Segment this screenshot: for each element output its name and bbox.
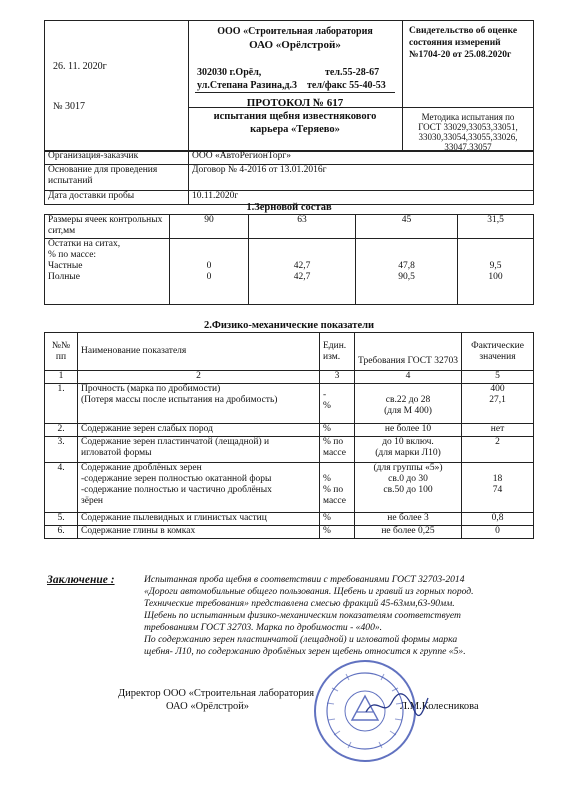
table-row (45, 384, 534, 424)
conclusion-line: щебня- Л10, по содержанию дроблёных зерен щебень относится к группе «5». (144, 646, 466, 657)
method-line2: ГОСТ 33029,33053,33051, (418, 122, 518, 132)
row-fact-line: нет (462, 424, 534, 437)
lab-address: 302030 г.Орёл, (197, 67, 262, 78)
method-line1: Методика испытания по (421, 112, 515, 122)
col-number-5: 5 (462, 371, 534, 384)
signature-title-line1: Директор ООО «Строительная лаборатория (118, 688, 315, 699)
row-unit-line: массе (323, 496, 346, 506)
col-header-unit: Един. изм. (320, 333, 355, 371)
grain-table (44, 214, 534, 305)
col-number-2: 2 (78, 371, 320, 384)
sieve-size-63: 63 (249, 215, 356, 239)
row-num: 2. (45, 424, 78, 437)
lab-name-line1: ООО «Строительная лаборатория (217, 26, 373, 37)
conclusion-line: Испытанная проба щебня в соответствии с требованиями ГОСТ 32703-2014 (144, 574, 465, 585)
protocol-registration-number: № 3017 (53, 101, 86, 112)
col-number-1: 1 (45, 371, 78, 384)
full-31-5: 100 (488, 272, 503, 282)
row-fact-line: 2 (462, 437, 534, 463)
certificate-line1: Свидетельство об оценке (409, 26, 518, 36)
row-unit-line: % (323, 401, 331, 411)
signature-scribble (362, 690, 432, 720)
conclusion-line: Щебень по испытанным физико-механическим показателям соответствует (144, 610, 461, 621)
row-req-line: св.0 до 30 (388, 474, 428, 484)
lab-phone: тел.55-28-67 (325, 67, 380, 78)
full-label: Полные (48, 272, 80, 282)
row-unit-line: % (323, 474, 331, 484)
sieve-size-90: 90 (170, 215, 249, 239)
col-number-4: 4 (355, 371, 462, 384)
row-num: 5. (45, 513, 78, 526)
row-req-line (358, 384, 458, 395)
residue-label-line1: Остатки на ситах, (48, 239, 121, 249)
signatory-name: Л.М.Колесникова (400, 701, 479, 712)
sieve-size-31-5: 31,5 (458, 215, 534, 239)
row-num: 1. (45, 384, 78, 424)
info-table (44, 150, 534, 205)
full-90: 0 (206, 272, 212, 282)
partial-label: Частные (48, 261, 83, 271)
certificate-line3: №1704-20 от 25.08.2020г (409, 50, 512, 60)
row-name-line: Содержание дроблёных зерен (81, 463, 202, 473)
row-unit-line: % (320, 424, 355, 437)
table-row (45, 437, 534, 463)
header-box (44, 20, 534, 152)
conclusion-line: По содержанию зерен пластинчатой (лещадной) и игловатой формы марка (144, 634, 458, 645)
sieve-size-label: Размеры ячеек контрольных сит,мм (45, 215, 170, 239)
col-header-req: Требования ГОСТ 32703 (355, 333, 462, 371)
row-num: 3. (45, 437, 78, 463)
row-name-line: -содержание полностью и частично дроблёных (81, 485, 272, 495)
protocol-subtitle-line1: испытания щебня известнякового (213, 111, 377, 122)
col-number-3: 3 (320, 371, 355, 384)
delivery-date-label: Дата доставки пробы (45, 191, 189, 205)
row-fact-line: 74 (492, 485, 503, 495)
grain-section-title: 1.Зерновой состав (246, 202, 332, 213)
partial-31-5: 9,5 (489, 261, 502, 271)
row-name-line: Содержание глины в комках (78, 526, 320, 539)
partial-63: 42,7 (293, 261, 311, 271)
protocol-title: ПРОТОКОЛ № 617 (246, 97, 344, 109)
conclusion-label: Заключение : (47, 574, 115, 586)
col-header-num: №№ пп (45, 333, 78, 371)
conclusion-line: требованиям ГОСТ 32703. Марка по дробимости - «400». (144, 622, 383, 633)
certificate-line2: состояния измерений (409, 38, 501, 48)
row-name-line: Прочность (марка по дробимости) (81, 384, 221, 394)
lab-street: ул.Степана Разина,д.3 (197, 80, 298, 91)
signature-title-line2: ОАО «Орёлстрой» (166, 701, 250, 712)
row-fact-line: 18 (492, 474, 503, 484)
table-row (45, 424, 534, 437)
row-req-line: до 10 включ. (382, 437, 434, 447)
row-fact-line (465, 463, 530, 474)
customer-label: Организация-заказчик (45, 151, 189, 165)
partial-45: 47,8 (398, 261, 415, 271)
conclusion-text (144, 574, 544, 658)
row-req-line: св.22 до 28 (385, 395, 431, 405)
conclusion-line: «Дороги автомобильные общего пользования. Щебень и гравий из горных пород. (144, 586, 474, 597)
row-fact-line: 0,8 (462, 513, 534, 526)
row-name-line: Содержание зерен пластинчатой (лещадной) и (81, 437, 270, 447)
phys-table (44, 332, 534, 539)
basis-value: Договор № 4-2016 от 13.01.2016г (189, 165, 534, 191)
row-fact-line: 27,1 (489, 395, 506, 405)
row-name-line: зёрен (81, 496, 104, 506)
method-line4: 33047,33057 (444, 142, 492, 152)
row-unit-line: - (323, 390, 327, 400)
row-name-line: -содержание зерен полностью окатанной форы (81, 474, 272, 484)
method-line3: 33030,33054,33055,33026, (418, 132, 518, 142)
phys-section-title: 2.Физико-механические показатели (203, 320, 375, 331)
partial-90: 0 (206, 261, 212, 271)
row-name-line: игловатой формы (81, 448, 152, 458)
row-req-line: (для М 400) (384, 406, 432, 416)
lab-name-line2: ОАО «Орёлстрой» (249, 39, 341, 51)
protocol-subtitle-line2: карьера «Теряево» (250, 124, 340, 135)
row-req-line: (для марки Л10) (375, 448, 441, 458)
row-unit-line (323, 463, 351, 474)
customer-value: ООО «АвтоРегионТорг» (189, 151, 534, 165)
row-fact-line: 400 (490, 384, 505, 394)
table-row (45, 463, 534, 513)
delivery-date-value: 10.11.2020г (189, 191, 534, 205)
row-name-line: (Потеря массы после испытания на дробимость) (81, 395, 278, 405)
row-unit-line: массе (323, 448, 346, 458)
table-row (45, 526, 534, 539)
col-header-fact: Фактические значения (462, 333, 534, 371)
row-name-line: Содержание пылевидных и глинистых частиц (78, 513, 320, 526)
row-num: 6. (45, 526, 78, 539)
row-req-line: св.50 до 100 (383, 485, 433, 495)
row-req-line: (для группы «5») (373, 463, 443, 473)
row-name-line: Содержание зерен слабых пород (78, 424, 320, 437)
sieve-size-45: 45 (356, 215, 458, 239)
basis-label: Основание для проведения испытаний (45, 165, 189, 191)
row-unit-line: % по (323, 437, 344, 447)
row-unit-line: % по (323, 485, 344, 495)
row-unit-line: % (320, 513, 355, 526)
row-unit-line: % (320, 526, 355, 539)
table-row (45, 513, 534, 526)
row-req-line: не более 10 (355, 424, 462, 437)
row-fact-line: 0 (462, 526, 534, 539)
lab-fax: тел/факс 55-40-53 (307, 80, 386, 91)
residue-label-line2: % по массе: (48, 250, 97, 260)
col-header-name: Наименование показателя (78, 333, 320, 371)
row-req-line: не более 0,25 (355, 526, 462, 539)
row-req-line: не более 3 (355, 513, 462, 526)
full-63: 42,7 (293, 272, 311, 282)
full-45: 90,5 (398, 272, 415, 282)
conclusion-line: Технические требования» представлена смесью фракций 45-63мм,63-90мм. (144, 598, 455, 609)
protocol-date: 26. 11. 2020г (53, 61, 107, 72)
row-num: 4. (45, 463, 78, 513)
